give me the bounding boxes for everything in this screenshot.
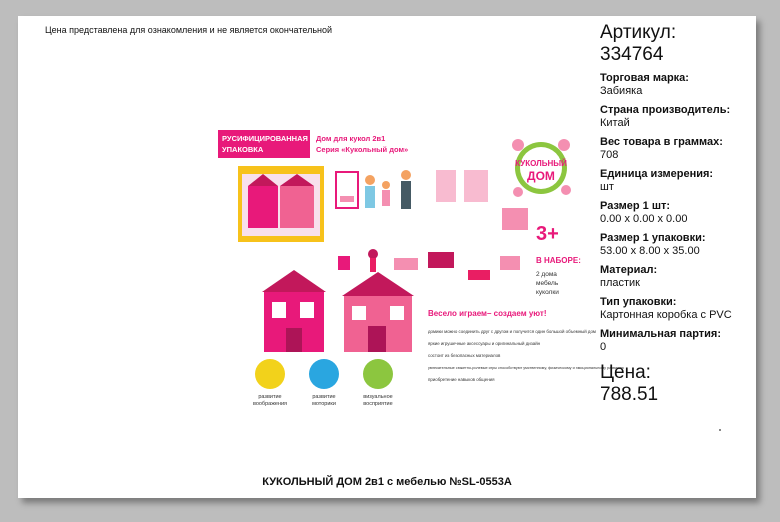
spec-material <box>600 264 750 290</box>
spec-value: 0 <box>600 341 607 353</box>
price-value: 788.51 <box>600 384 659 405</box>
feature-1: домики можно соединить друг с другом и получится один большой объемный дом <box>428 329 596 334</box>
feature-2: яркие игрушечные аксессуары и оригинальный дизайн <box>428 341 541 346</box>
spec-min-order <box>600 328 750 354</box>
motor-skills-icon <box>309 359 339 389</box>
spec-weight <box>600 136 750 162</box>
badge-line1: РУСИФИЦИРОВАННАЯ <box>222 134 308 143</box>
feature-5: приобретение навыков общения <box>428 377 495 382</box>
slogan: Весело играем– создаем уют! <box>428 309 547 318</box>
spec-brand <box>600 72 750 98</box>
spec-label: Минимальная партия: <box>600 328 721 340</box>
age-rating: 3+ <box>536 223 559 245</box>
skill-icons <box>253 359 393 407</box>
product-title: КУКОЛЬНЫЙ ДОМ 2в1 с мебелью №SL-0553A <box>262 476 512 488</box>
kukolny-dom-logo <box>512 139 571 197</box>
set-item-3: куколки <box>536 289 559 296</box>
set-item-1: 2 дома <box>536 271 557 278</box>
spec-value: Китай <box>600 117 630 129</box>
imagination-icon <box>255 359 285 389</box>
price-disclaimer: Цена представлена для ознакомления и не является окончательной <box>45 25 333 35</box>
series-line2: Серия «Кукольный дом» <box>316 145 409 154</box>
icon-2-line1: развитие <box>312 394 336 400</box>
spec-label: Страна производитель: <box>600 104 731 116</box>
box-photo <box>238 166 324 242</box>
feature-3: состоит из безопасных материалов <box>428 353 501 358</box>
icon-1-line1: развитие <box>258 394 282 400</box>
furniture-pieces <box>336 170 528 280</box>
visual-perception-icon <box>363 359 393 389</box>
spec-label: Вес товара в граммах: <box>600 136 723 148</box>
spec-package-size <box>600 232 750 258</box>
spec-package-type <box>600 296 750 322</box>
set-title: В НАБОРЕ: <box>536 256 581 265</box>
icon-2-line2: моторики <box>312 401 336 407</box>
spec-item-size <box>600 200 750 226</box>
spec-value: 708 <box>600 149 619 161</box>
product-sheet <box>18 16 756 498</box>
logo-line2: ДОМ <box>527 169 555 183</box>
spec-value: 0.00 x 0.00 x 0.00 <box>600 213 688 225</box>
article-value: 334764 <box>600 44 664 65</box>
spec-value: Картонная коробка с PVC <box>600 309 732 321</box>
set-item-2: мебель <box>536 280 559 287</box>
spec-country <box>600 104 750 130</box>
spec-label: Размер 1 шт: <box>600 200 671 212</box>
badge-line2: УПАКОВКА <box>222 145 264 154</box>
features-list <box>428 329 624 382</box>
feature-4: увлекательные сюжетно-ролевые игры способствуют умственному, физическому и эмоциональному развитию <box>428 366 624 370</box>
specs-panel <box>600 22 750 406</box>
spec-unit <box>600 168 750 194</box>
spec-label: Размер 1 упаковки: <box>600 232 706 244</box>
spec-label: Единица измерения: <box>600 168 714 180</box>
spec-label: Торговая марка: <box>600 72 689 84</box>
article-label: Артикул: <box>600 22 677 43</box>
decorative-dot <box>719 429 721 431</box>
icon-3-line2: восприятие <box>363 401 393 407</box>
logo-line1: КУКОЛЬНЫЙ <box>515 159 567 168</box>
icon-3-line1: визуальное <box>363 394 393 400</box>
spec-value: пластик <box>600 277 640 289</box>
spec-value: Забияка <box>600 85 643 97</box>
icon-1-line2: воображения <box>252 401 288 407</box>
spec-label: Тип упаковки: <box>600 296 677 308</box>
doll-houses <box>262 270 414 352</box>
price-label: Цена: <box>600 362 651 383</box>
series-line1: Дом для кукол 2в1 <box>316 134 386 143</box>
spec-value: 53.00 x 8.00 x 35.00 <box>600 245 700 257</box>
spec-label: Материал: <box>600 264 658 276</box>
spec-value: шт <box>600 181 614 193</box>
